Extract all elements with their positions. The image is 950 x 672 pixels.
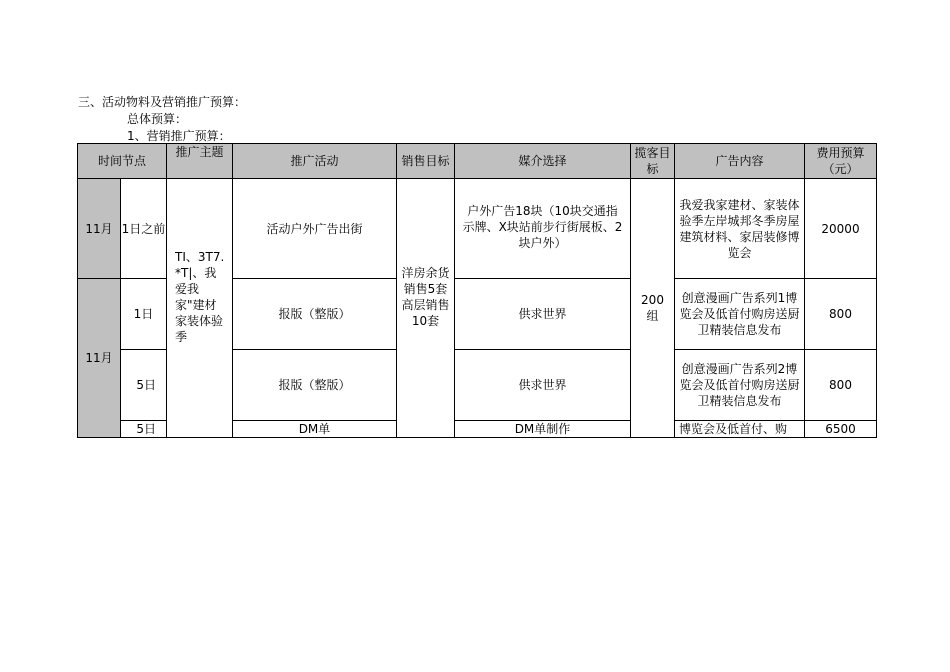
- activity-cell: 报版（整版）: [233, 279, 397, 350]
- table-row: [78, 179, 877, 279]
- sales-target-cell: [397, 179, 455, 438]
- media-text: 户外广告18块（10块交通指示牌、X块站前步行街展板、2块户外）: [462, 204, 623, 250]
- media-cell: [455, 179, 631, 279]
- day-cell: 5日: [121, 350, 167, 421]
- ad-content-cell: [675, 350, 805, 421]
- media-cell: 供求世界: [455, 350, 631, 421]
- ad-content-cell: [675, 179, 805, 279]
- budget-cell: 800: [805, 279, 877, 350]
- activity-cell: DM单: [233, 421, 397, 438]
- month-cell: 11月: [78, 179, 121, 279]
- section-heading: 三、活动物料及营销推广预算：: [78, 95, 247, 109]
- media-cell: DM单制作: [455, 421, 631, 438]
- customer-target-cell: [631, 179, 675, 438]
- sales-target-text: 洋房余货销售5套高层销售10套: [401, 266, 450, 328]
- header-ad-content: 广告内容: [675, 144, 805, 179]
- marketing-budget-label: 1、营销推广预算：: [127, 129, 231, 143]
- header-activity: 推广活动: [233, 144, 397, 179]
- activity-cell: 报版（整版）: [233, 350, 397, 421]
- header-theme: 推广主题: [167, 144, 233, 179]
- theme-text: TI、3T7.*T|、我爱我家"建材家装体验季: [175, 250, 225, 344]
- table-header-row: [78, 144, 877, 179]
- budget-cell: 20000: [805, 179, 877, 279]
- ad-content-text: 创意漫画广告系列2博览会及低首付购房送厨卫精装信息发布: [679, 362, 800, 408]
- budget-table: [77, 143, 877, 438]
- overall-budget-label: 总体预算：: [127, 112, 188, 126]
- activity-cell: 活动户外广告出街: [233, 179, 397, 279]
- day-cell: 5日: [121, 421, 167, 438]
- month-cell: 11月: [78, 279, 121, 438]
- header-media: 媒介选择: [455, 144, 631, 179]
- media-cell: 供求世界: [455, 279, 631, 350]
- ad-content-text: 创意漫画广告系列1博览会及低首付购房送厨卫精装信息发布: [679, 291, 800, 337]
- header-time-node: 时间节点: [78, 144, 167, 179]
- theme-cell: [167, 179, 233, 438]
- day-cell: 1日: [121, 279, 167, 350]
- ad-content-text: 我爱我家建材、家装体验季左岸城邦冬季房屋建筑材料、家居装修博览会: [679, 197, 800, 260]
- day-cell: 1日之前: [121, 179, 167, 279]
- customer-target-text: 200组: [641, 293, 664, 323]
- header-sales-target: 销售目标: [397, 144, 455, 179]
- ad-content-cell: 博览会及低首付、购: [675, 421, 805, 438]
- ad-content-cell: [675, 279, 805, 350]
- header-budget: 费用预算（元）: [805, 144, 877, 179]
- budget-cell: 6500: [805, 421, 877, 438]
- header-customer-target: 揽客目标: [631, 144, 675, 179]
- budget-cell: 800: [805, 350, 877, 421]
